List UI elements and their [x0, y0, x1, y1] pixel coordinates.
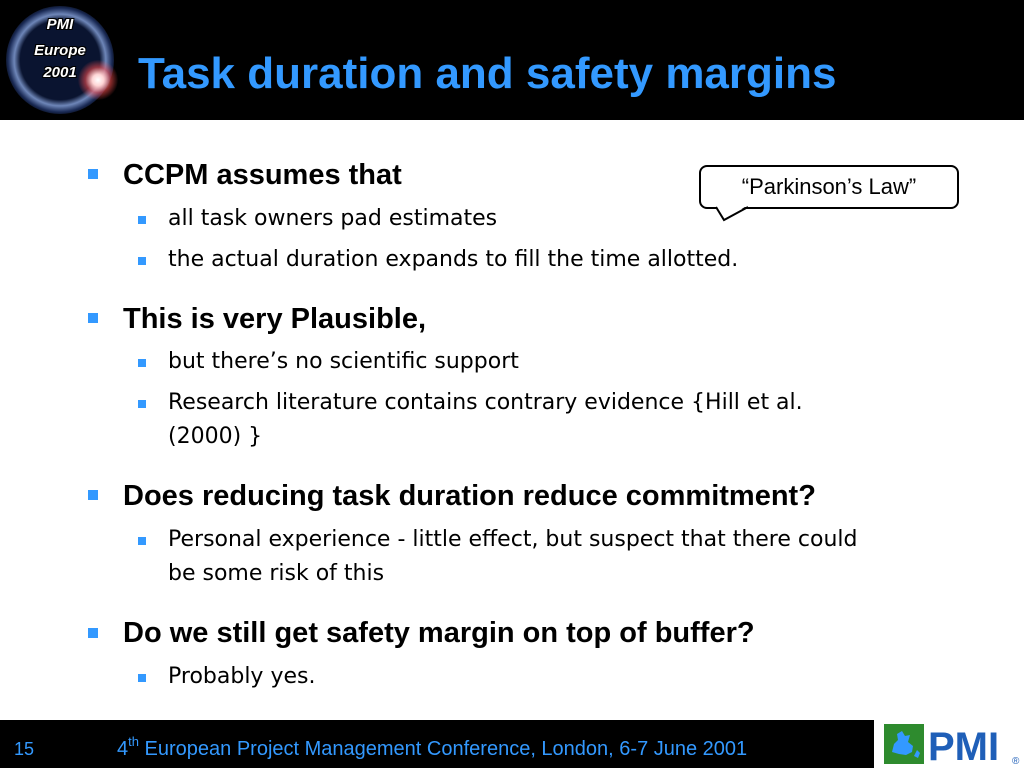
pmi-logo-wordmark: PMI [928, 725, 1000, 766]
sub-bullet-square-icon [138, 400, 146, 408]
conference-name: European Project Management Conference, London, 6-7 June 2001 [138, 738, 748, 760]
conference-ordinal-suffix: th [128, 734, 139, 749]
sub-bullet-square-icon [138, 216, 146, 224]
sub-bullet-personal-experience-cont: be some risk of this [168, 561, 385, 586]
sub-bullet-pad-estimates: all task owners pad estimates [168, 206, 498, 231]
sub-bullet-square-icon [138, 257, 146, 265]
parkinsons-law-callout: “Parkinson’s Law” [699, 165, 959, 209]
logo-line-pmi: PMI [46, 16, 74, 33]
logo-line-europe: Europe [34, 42, 86, 59]
bullet-square-icon [88, 169, 98, 179]
conference-ordinal-number: 4 [117, 738, 129, 760]
bullet-very-plausible: This is very Plausible, [123, 303, 427, 335]
conference-footer-text [117, 734, 747, 761]
sub-bullet-no-scientific-support: but there’s no scientific support [168, 349, 519, 374]
sub-bullet-research-literature: Research literature contains contrary evidence {Hill et al. [168, 390, 803, 415]
pmi-logo-registered-mark: ® [1012, 756, 1020, 766]
bullet-reducing-commitment: Does reducing task duration reduce commitment? [123, 480, 816, 512]
sub-bullet-duration-expands: the actual duration expands to fill the time allotted. [168, 247, 739, 272]
bullet-square-icon [88, 628, 98, 638]
bullet-square-icon [88, 313, 98, 323]
logo-line-year: 2001 [43, 64, 77, 81]
sub-bullet-research-literature-cont: (2000) } [168, 424, 263, 449]
bullet-safety-margin: Do we still get safety margin on top of buffer? [123, 617, 755, 649]
bullet-ccpm-assumes: CCPM assumes that [123, 159, 402, 191]
slide-title: Task duration and safety margins [138, 49, 837, 98]
bullet-square-icon [88, 490, 98, 500]
sub-bullet-square-icon [138, 674, 146, 682]
title-bar [0, 0, 1024, 120]
sub-bullet-square-icon [138, 359, 146, 367]
pmi-logo-icon [884, 722, 1022, 766]
callout-pointer-icon [716, 205, 756, 223]
sub-bullet-personal-experience: Personal experience - little effect, but suspect that there could [168, 527, 858, 552]
slide-number: 15 [14, 739, 35, 759]
sub-bullet-probably-yes: Probably yes. [168, 664, 316, 689]
sub-bullet-square-icon [138, 537, 146, 545]
